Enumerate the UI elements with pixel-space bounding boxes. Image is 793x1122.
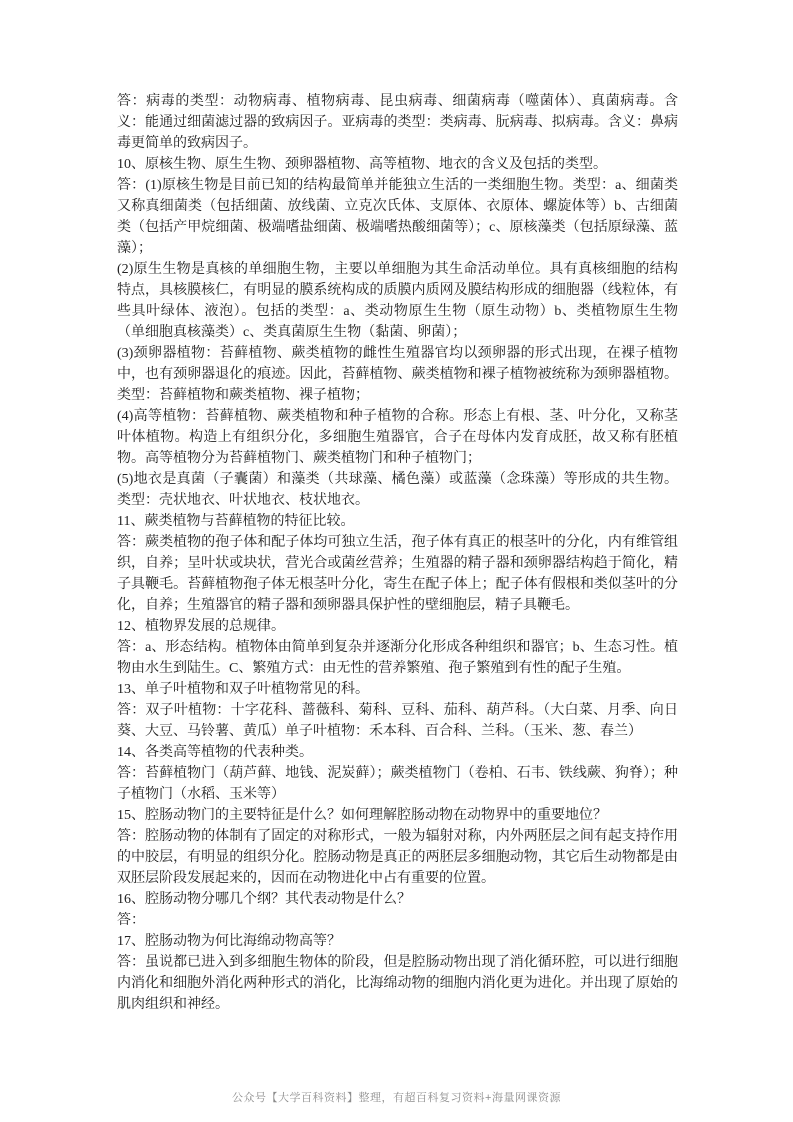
answer-10-part3: (3)颈卵器植物：苔藓植物、蕨类植物的雌性生殖器官均以颈卵器的形式出现，在裸子植物中，也有颈卵器退化的痕迹。因此，苔藓植物、蕨类植物和裸子植物被统称为颈卵器植物。类型：苔藓植物和蕨类植物、裸子植物；: [117, 346, 678, 403]
answer-17: 答：虽说都已进入到多细胞生物体的阶段，但是腔肠动物出现了消化循环腔，可以进行细胞内消化和细胞外消化两种形式的消化，比海绵动物的细胞内消化更为进化。并出现了原始的肌肉组织和神经。: [117, 955, 678, 1012]
answer-virus-types: 答：病毒的类型：动物病毒、植物病毒、昆虫病毒、细菌病毒（噬菌体）、真菌病毒。含义：能通过细菌滤过器的致病因子。亚病毒的类型：类病毒、朊病毒、拟病毒。含义：鼻病毒更简单的致病因子。: [117, 94, 678, 151]
answer-10-part4: (4)高等植物：苔藓植物、蕨类植物和种子植物的合称。形态上有根、茎、叶分化，又称茎叶体植物。构造上有组织分化，多细胞生殖器官，合子在母体内发育成胚，故又称有胚植物。高等植物分为苔藓植物门、蕨类植物门和种子植物门；: [117, 409, 678, 466]
question-12: 12、植物界发展的总规律。: [117, 619, 285, 634]
answer-16: 答：: [117, 913, 145, 928]
footer-watermark: 公众号【大学百科资料】整理，有超百科复习资料+海量网课资源: [232, 1092, 561, 1104]
document-body: [117, 91, 678, 1015]
question-15: 15、腔肠动物门的主要特征是什么？如何理解腔肠动物在动物界中的重要地位？: [117, 808, 607, 823]
question-14: 14、各类高等植物的代表种类。: [117, 745, 313, 760]
question-10: 10、原核生物、原生生物、颈卵器植物、高等植物、地衣的含义及包括的类型。: [117, 157, 607, 172]
question-16: 16、腔肠动物分哪几个纲？其代表动物是什么？: [117, 892, 411, 907]
answer-12: 答：a、形态结构。植物体由简单到复杂并逐渐分化形成各种组织和器官；b、生态习性。植物由水生到陆生。C、繁殖方式：由无性的营养繁殖、孢子繁殖到有性的配子生殖。: [117, 640, 678, 676]
answer-10-part5: (5)地衣是真菌（子囊菌）和藻类（共球藻、橘色藻）或蓝藻（念珠藻）等形成的共生物。类型：壳状地衣、叶状地衣、枝状地衣。: [117, 472, 678, 508]
answer-13: 答：双子叶植物：十字花科、蔷薇科、菊科、豆科、茄科、葫芦科。（大白菜、月季、向日葵、大豆、马铃薯、黄瓜）单子叶植物：禾本科、百合科、兰科。（玉米、葱、春兰）: [117, 703, 678, 739]
question-17: 17、腔肠动物为何比海绵动物高等？: [117, 934, 341, 949]
answer-15: 答：腔肠动物的体制有了固定的对称形式，一般为辐射对称，内外两胚层之间有起支持作用的中胶层，有明显的组织分化。腔肠动物是真正的两胚层多细胞动物，其它后生动物都是由双胚层阶段发展起来的，因而在动物进化中占有重要的位置。: [117, 829, 678, 886]
answer-11: 答：蕨类植物的孢子体和配子体均可独立生活，孢子体有真正的根茎叶的分化，内有维管组织，自养；呈叶状或块状，营光合或菌丝营养；生殖器的精子器和颈卵器结构趋于简化，精子具鞭毛。苔藓植物孢子体无根茎叶分化，寄生在配子体上；配子体有假根和类似茎叶的分化，自养；生殖器官的精子器和颈卵器具保护性的壁细胞层，精子具鞭毛。: [117, 535, 678, 613]
answer-10-part1: 答：(1)原核生物是目前已知的结构最简单并能独立生活的一类细胞生物。类型：a、细菌类又称真细菌类（包括细菌、放线菌、立克次氏体、支原体、衣原体、螺旋体等）b、古细菌类（包括产甲烷细菌、极端嗜盐细菌、极端嗜热酸细菌等）；c、原核藻类（包括原绿藻、蓝藻）；: [117, 178, 678, 256]
question-11: 11、蕨类植物与苔藓植物的特征比较。: [117, 514, 355, 529]
question-13: 13、单子叶植物和双子叶植物常见的科。: [117, 682, 369, 697]
answer-10-part2: (2)原生生物是真核的单细胞生物，主要以单细胞为其生命活动单位。具有真核细胞的结构特点，具核膜核仁，有明显的膜系统构成的质膜内质网及膜结构形成的细胞器（线粒体，有些具叶绿体、液泡）。包括的类型：a、类动物原生生物（原生动物）b、类植物原生生物（单细胞真核藻类）c、类真菌原生生物（黏菌、卵菌）；: [117, 262, 678, 340]
answer-14: 答：苔藓植物门（葫芦藓、地钱、泥炭藓）；蕨类植物门（卷柏、石韦、铁线蕨、狗脊）；种子植物门（水稻、玉米等）: [117, 766, 678, 802]
